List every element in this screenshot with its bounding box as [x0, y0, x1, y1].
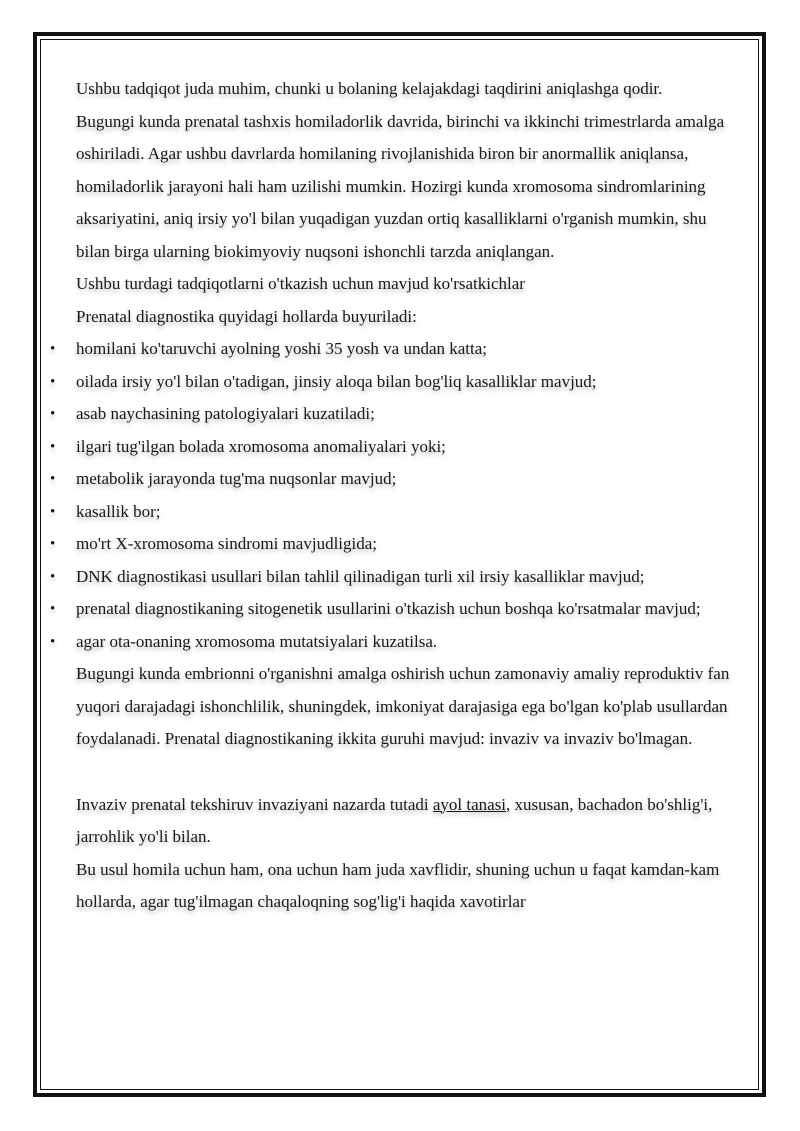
- list-item-text: ilgari tug'ilgan bolada xromosoma anomaliyalari yoki;: [76, 436, 446, 456]
- invasive-text-start: Invaziv prenatal tekshiruv invaziyani nazarda tutadi: [76, 794, 433, 814]
- list-item: [50, 561, 736, 594]
- indications-heading: Ushbu turdagi tadqiqotlarni o'tkazish uchun mavjud ko'rsatkichlar: [76, 274, 525, 293]
- closing-paragraph: Bu usul homila uchun ham, ona uchun ham juda xavflidir, shuning uchun u faqat kamdan-kam hollarda, agar tug'ilmagan chaqaloqning sog'lig'i haqida xavotirlar: [76, 859, 720, 911]
- bullet-icon: •: [50, 341, 56, 357]
- bullet-icon: •: [50, 406, 56, 422]
- bullet-icon: •: [50, 536, 56, 552]
- list-item: [50, 366, 736, 399]
- list-item-text: metabolik jarayonda tug'ma nuqsonlar mavjud;: [76, 469, 397, 488]
- indications-lead: Prenatal diagnostika quyidagi hollarda buyuriladi:: [76, 306, 417, 326]
- list-item-text: kasallik bor;: [76, 501, 161, 521]
- list-item: [50, 398, 736, 431]
- list-item: [50, 528, 736, 561]
- list-item-text: prenatal diagnostikaning sitogenetik usullarini o'tkazish uchun boshqa ko'rsatmalar mavjud;: [76, 599, 701, 618]
- paragraph-spacer: [76, 756, 736, 789]
- list-item: [50, 626, 736, 659]
- list-item: [50, 593, 736, 626]
- list-item-text: asab naychasining patologiyalari kuzatiladi;: [76, 404, 375, 423]
- indications-list: [50, 333, 736, 658]
- list-item-text: mo'rt X-xromosoma sindromi mavjudligida;: [76, 534, 378, 553]
- list-item-text: oilada irsiy yo'l bilan o'tadigan, jinsiy aloqa bilan bog'liq kasalliklar mavjud;: [76, 371, 597, 391]
- invasive-text-end: , xususan, bachadon bo'shlig'i, jarrohlik yo'li bilan.: [76, 794, 713, 846]
- invasive-paragraph: [76, 789, 736, 854]
- list-item: [50, 431, 736, 464]
- bullet-icon: •: [50, 438, 56, 455]
- intro-paragraph: Bugungi kunda prenatal tashxis homiladorlik davrida, birinchi va ikkinchi trimestrlarda amalga oshiriladi. Agar ushbu davrlarda homilaning rivojlanishida biron bir anormallik aniqlansa, homiladorlik jarayoni hali ham uzilishi mumkin. Hozirgi kunda xromosoma sindromlarining aksariyatini, aniq irsiy yo'l bilan yuqadigan yuzdan ortiq kasalliklarni o'rganish mumkin, shu bilan birga ularning biokimyoviy nuqsoni ishonchli tarzda aniqlangan.: [76, 111, 725, 261]
- list-item-text: DNK diagnostikasi usullari bilan tahlil qilinadigan turli xil irsiy kasalliklar mavjud;: [76, 566, 645, 586]
- intro-paragraph: Ushbu tadqiqot juda muhim, chunki u bolaning kelajakdagi taqdirini aniqlashga qodir.: [76, 79, 663, 98]
- ayol-tanasi-link[interactable]: ayol tanasi: [432, 794, 507, 814]
- list-item: [50, 333, 736, 366]
- list-item-text: homilani ko'taruvchi ayolning yoshi 35 yosh va undan katta;: [76, 339, 487, 358]
- list-item: [50, 463, 736, 496]
- methods-paragraph: Bugungi kunda embrionni o'rganishni amalga oshirish uchun zamonaviy amaliy reproduktiv fan yuqori darajadagi ishonchlilik, shuningdek, imkoniyat darajasiga ega bo'lgan ko'plab usullardan foydalanadi. Prenatal diagnostikaning ikkita guruhi mavjud: invaziv va invaziv bo'lmagan.: [76, 664, 730, 748]
- list-item-text: agar ota-onaning xromosoma mutatsiyalari kuzatilsa.: [76, 631, 438, 651]
- bullet-icon: •: [50, 601, 56, 617]
- bullet-icon: •: [50, 568, 56, 585]
- document-body: [50, 73, 736, 919]
- list-item: [50, 496, 736, 529]
- bullet-icon: •: [50, 503, 56, 520]
- bullet-icon: •: [50, 633, 56, 650]
- bullet-icon: •: [50, 373, 56, 390]
- bullet-icon: •: [50, 471, 56, 487]
